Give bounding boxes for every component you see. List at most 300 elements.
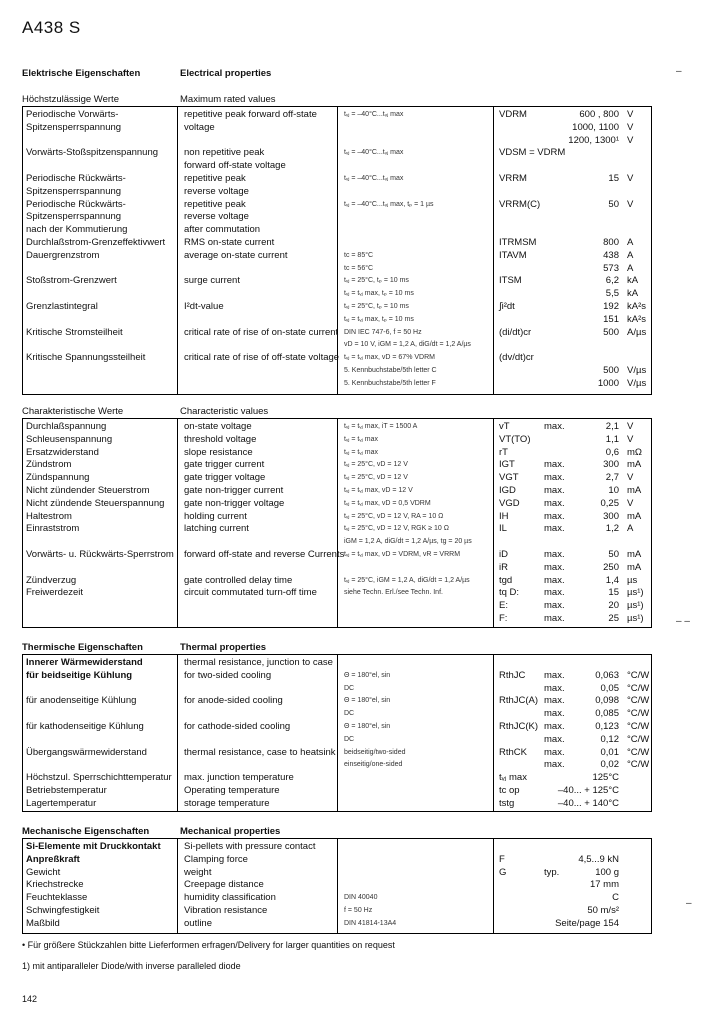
cell-label-en: forward off-state and reverse Currents <box>184 549 345 560</box>
cell-limit-type: max. <box>544 669 565 681</box>
characteristic-table <box>22 418 652 628</box>
cell-label-de: Zündstrom <box>26 459 72 471</box>
cell-condition: DC <box>344 684 355 692</box>
cell-limit-type: max. <box>544 721 565 732</box>
cell-value: 6,2 <box>605 275 619 287</box>
cell-value: 250 <box>603 561 619 573</box>
cell-value: 15 <box>608 587 619 599</box>
cell-label-de: Periodische Vorwärts- <box>26 109 119 120</box>
cell-limit-type: max. <box>544 510 565 522</box>
cell-symbol: tstg <box>499 797 515 809</box>
cell-label-de: für kathodenseitige Kühlung <box>26 721 144 732</box>
cell-limit-type: max. <box>544 733 565 745</box>
cell-value: 50 <box>608 198 619 210</box>
heading-de: Mechanische Eigenschaften <box>22 826 150 837</box>
table-row <box>23 378 651 390</box>
cell-symbol: ∫i²dt <box>499 301 515 312</box>
cell-unit: A <box>627 249 634 261</box>
cell-limit-type: max. <box>544 587 565 599</box>
cell-label-en: latching current <box>184 523 249 535</box>
cell-unit: kA <box>627 275 639 287</box>
cell-limit-type: max. <box>544 561 565 573</box>
table-row <box>23 109 651 121</box>
cell-value: 0,01 <box>600 746 619 758</box>
thermal-table <box>22 654 652 812</box>
cell-condition: tᵥⱼ = tᵥⱼ max, vD = 0,5 VDRM <box>344 499 431 507</box>
table-row <box>23 288 651 300</box>
cell-label-de: Periodische Rückwärts- <box>26 173 126 184</box>
table-row <box>23 600 651 612</box>
cell-value: –40... + 125°C <box>557 785 619 796</box>
heading-en: Mechanical properties <box>180 826 281 837</box>
cell-symbol: tgd <box>499 574 513 586</box>
table-row <box>23 879 651 891</box>
cell-label-en: outline <box>184 917 212 929</box>
cell-unit: µs <box>627 574 638 586</box>
cell-symbol: ITSM <box>499 275 522 287</box>
cell-unit: V <box>627 173 634 184</box>
cell-unit: V <box>627 497 634 509</box>
cell-condition: DIN 41814-13A4 <box>344 919 397 927</box>
cell-limit-type: max. <box>544 421 565 432</box>
cell-limit-type: max. <box>544 574 565 586</box>
cell-label-de: Spitzensperrspannung <box>26 121 122 133</box>
cell-symbol: tc op <box>499 785 520 796</box>
table-row <box>23 186 651 198</box>
table-row <box>23 670 651 682</box>
cell-condition: beidseitig/two-sided <box>344 748 406 756</box>
table-row <box>23 854 651 866</box>
cell-label-de: Nicht zündender Steuerstrom <box>26 485 150 496</box>
cell-unit: µs¹) <box>627 613 644 624</box>
cell-label-de: Dauergrenzstrom <box>26 249 100 261</box>
cell-value: 1200, 1300¹ <box>568 134 619 146</box>
cell-label-de: Höchstzul. Sperrschichttemperatur <box>26 772 172 784</box>
subheading-de: Höchstzulässige Werte <box>22 94 119 105</box>
table-row <box>23 173 651 185</box>
cell-unit: °C/W <box>627 733 650 745</box>
cell-condition: tᵥⱼ = tᵥⱼ max, iT = 1500 A <box>344 423 418 430</box>
cell-label-en: humidity classification <box>184 892 276 904</box>
cell-value: Seite/page 154 <box>555 917 619 929</box>
table-row <box>23 867 651 879</box>
cell-label-en: Operating temperature <box>184 785 280 796</box>
cell-condition: f = 50 Hz <box>344 907 373 914</box>
cell-limit-type: max. <box>544 549 565 560</box>
cell-value: 15 <box>608 173 619 184</box>
cell-value: 25 <box>608 613 619 624</box>
cell-label-en: for anode-sided cooling <box>184 695 283 707</box>
cell-condition: Θ = 180°el, sin <box>344 723 391 730</box>
cell-label-de: Schleusenspannung <box>26 433 113 445</box>
cell-unit: °C/W <box>627 759 650 771</box>
cell-unit: °C/W <box>627 669 650 681</box>
table-row <box>23 841 651 853</box>
cell-label-en: gate non-trigger voltage <box>184 497 285 509</box>
cell-label-de: Anpreßkraft <box>26 853 80 865</box>
cell-unit: °C/W <box>627 695 650 707</box>
cell-unit: A <box>627 523 634 535</box>
cell-label-en: circuit commutated turn-off time <box>184 587 317 599</box>
table-row <box>23 785 651 797</box>
cell-condition: tᵥⱼ = –40°C...tᵥⱼ max <box>344 175 404 182</box>
cell-value: 0,02 <box>600 759 619 771</box>
cell-label-en: threshold voltage <box>184 433 257 445</box>
cell-value: C <box>612 892 619 904</box>
cell-value: 4,5...9 kN <box>578 853 619 865</box>
cell-label-de: Kritische Spannungssteilheit <box>26 352 146 364</box>
table-row <box>23 199 651 211</box>
cell-label-de: Betriebstemperatur <box>26 785 107 796</box>
margin-dash: – <box>676 66 682 77</box>
cell-label-en: I²dt-value <box>184 301 224 312</box>
cell-label-de: Freiwerdezeit <box>26 587 84 599</box>
table-row <box>23 892 651 904</box>
cell-label-de: Si-Elemente mit Druckkontakt <box>26 841 161 852</box>
cell-condition: DC <box>344 710 355 718</box>
cell-label-en: repetitive peak <box>184 173 246 184</box>
table-row <box>23 263 651 275</box>
cell-value: 151 <box>603 313 619 325</box>
cell-label-en: for cathode-sided cooling <box>184 721 291 732</box>
cell-value: 0,085 <box>595 708 619 720</box>
heading-en: Thermal properties <box>180 642 267 653</box>
cell-unit: A <box>627 262 634 274</box>
cell-label-de: Spitzensperrspannung <box>26 211 122 223</box>
cell-condition: tᵥⱼ = tᵥⱼ max, tₚ = 10 ms <box>344 315 414 323</box>
cell-value: 500 <box>603 326 619 338</box>
table-row <box>23 498 651 510</box>
cell-label-en: average on-state current <box>184 249 288 261</box>
cell-condition: 5. Kennbuchstabe/5th letter C <box>344 367 437 374</box>
cell-label-en: gate controlled delay time <box>184 574 293 586</box>
cell-label-de: Gewicht <box>26 866 61 878</box>
cell-condition: siehe Techn. Erl./see Techn. Inf. <box>344 589 443 597</box>
table-row <box>23 695 651 707</box>
cell-symbol: IH <box>499 510 509 522</box>
cell-unit: kA²s <box>627 313 646 325</box>
cell-unit: mA <box>627 510 642 522</box>
cell-symbol: VGD <box>499 497 520 509</box>
cell-value: 0,063 <box>595 669 619 681</box>
subheading-en: Maximum rated values <box>180 94 276 105</box>
cell-symbol: E: <box>499 600 508 612</box>
cell-label-en: storage temperature <box>184 797 270 809</box>
cell-label-en: weight <box>184 866 212 878</box>
table-row <box>23 747 651 759</box>
cell-label-de: für anodenseitige Kühlung <box>26 695 137 707</box>
cell-label-de: Spitzensperrspannung <box>26 185 122 197</box>
cell-limit-type: max. <box>544 459 565 471</box>
cell-condition: tᵥⱼ = 25°C, iGM = 1,2 A, diG/dt = 1,2 A/µs <box>344 576 470 584</box>
cell-label-de: Feuchteklasse <box>26 892 88 904</box>
cell-unit: mA <box>627 549 642 560</box>
cell-label-en: forward off-state voltage <box>184 160 286 172</box>
cell-label-en: reverse voltage <box>184 211 249 223</box>
cell-value: 300 <box>603 459 619 471</box>
cell-label-en: for two-sided cooling <box>184 669 272 681</box>
table-row <box>23 447 651 459</box>
cell-symbol: RthCK <box>499 746 527 758</box>
cell-unit: V <box>627 433 634 445</box>
cell-label-de: Durchlaßspannung <box>26 421 107 432</box>
cell-label-en: holding current <box>184 510 247 522</box>
cell-unit: °C/W <box>627 708 650 720</box>
cell-label-en: after commutation <box>184 224 261 236</box>
cell-unit: mΩ <box>627 446 643 458</box>
subheading-en: Characteristic values <box>180 406 269 417</box>
cell-label-en: Creepage distance <box>184 879 264 891</box>
cell-label-de: Kritische Stromsteilheit <box>26 326 123 338</box>
table-row <box>23 523 651 535</box>
cell-value: 1000, 1100 <box>572 121 619 133</box>
cell-label-de: Maßbild <box>26 917 60 929</box>
table-row <box>23 613 651 625</box>
cell-value: 17 mm <box>589 879 619 891</box>
cell-unit: kA <box>627 288 639 300</box>
cell-condition: tᵥⱼ = 25°C, vD = 12 V <box>344 461 408 469</box>
table-row <box>23 365 651 377</box>
cell-value: 1,4 <box>605 574 619 586</box>
cell-symbol: tᵥⱼ max <box>499 772 527 784</box>
table-row <box>23 275 651 287</box>
cell-value: 50 <box>608 549 619 560</box>
cell-unit: mA <box>627 485 642 496</box>
cell-symbol: tq D: <box>499 587 520 599</box>
cell-unit: V/µs <box>627 365 647 376</box>
cell-condition: tᵥⱼ = tᵥⱼ max, tₚ = 10 ms <box>344 290 414 298</box>
table-row <box>23 708 651 720</box>
table-row <box>23 339 651 351</box>
cell-condition: DIN IEC 747-6, f = 50 Hz <box>344 328 422 336</box>
cell-symbol: VRRM <box>499 173 527 184</box>
cell-label-en: repetitive peak <box>184 198 246 210</box>
cell-condition: Θ = 180°el, sin <box>344 671 391 679</box>
cell-limit-type: max. <box>544 497 565 509</box>
cell-condition: tᵥⱼ = –40°C...tᵥⱼ max, tₚ = 1 µs <box>344 200 434 208</box>
cell-label-de: Vorwärts- u. Rückwärts-Sperrstrom <box>26 549 174 560</box>
cell-value: 300 <box>603 510 619 522</box>
cell-value: 600 , 800 <box>579 109 619 120</box>
cell-value: 0,6 <box>605 446 619 458</box>
table-row <box>23 301 651 313</box>
table-row <box>23 352 651 364</box>
cell-value: 192 <box>603 301 619 312</box>
cell-limit-type: typ. <box>544 866 560 878</box>
cell-label-en: Clamping force <box>184 853 248 865</box>
table-row <box>23 905 651 917</box>
cell-value: 1,2 <box>605 523 619 535</box>
cell-condition: DIN 40040 <box>344 894 378 902</box>
cell-condition: tᵥⱼ = tᵥⱼ max <box>344 448 378 456</box>
cell-label-en: reverse voltage <box>184 185 249 197</box>
cell-unit: V <box>627 421 634 432</box>
heading-de: Thermische Eigenschaften <box>22 642 143 653</box>
cell-symbol: G <box>499 866 507 878</box>
cell-limit-type: max. <box>544 759 565 771</box>
table-row <box>23 683 651 695</box>
cell-condition: 5. Kennbuchstabe/5th letter F <box>344 379 436 387</box>
table-row <box>23 327 651 339</box>
cell-label-de: Übergangswärmewiderstand <box>26 746 147 758</box>
cell-symbol: iD <box>499 549 508 560</box>
cell-unit: kA²s <box>627 301 646 312</box>
cell-label-en: voltage <box>184 121 215 133</box>
table-row <box>23 562 651 574</box>
cell-condition: tᵥⱼ = 25°C, vD = 12 V <box>344 474 408 482</box>
cell-limit-type: max. <box>544 485 565 496</box>
mechanical-table <box>22 838 652 934</box>
cell-label-de: Haltestrom <box>26 510 72 522</box>
cell-unit: V <box>627 472 634 484</box>
table-row <box>23 575 651 587</box>
cell-condition: tᵥⱼ = 25°C, vD = 12 V, RGK ≥ 10 Ω <box>344 525 449 533</box>
page-title: A438 S <box>22 18 81 37</box>
cell-value: 2,1 <box>605 421 619 432</box>
cell-label-de: Vorwärts-Stoßspitzenspannung <box>26 147 159 159</box>
cell-label-en: max. junction temperature <box>184 772 294 784</box>
cell-symbol: F: <box>499 613 508 624</box>
cell-symbol: IL <box>499 523 507 535</box>
cell-condition: tc = 56°C <box>344 264 374 272</box>
cell-symbol: VGT <box>499 472 519 484</box>
cell-label-en: surge current <box>184 275 240 287</box>
cell-condition: tᵥⱼ = –40°C...tᵥⱼ max <box>344 149 404 157</box>
heading-en: Electrical properties <box>180 68 272 79</box>
cell-condition: DC <box>344 735 355 743</box>
cell-value: 5,5 <box>605 288 619 300</box>
table-row <box>23 759 651 771</box>
table-row <box>23 237 651 249</box>
cell-value: 438 <box>603 249 619 261</box>
cell-unit: °C/W <box>627 682 650 694</box>
cell-label-de: Ersatzwiderstand <box>26 446 99 458</box>
footnote-diode: 1) mit antiparalleler Diode/with inverse paralleled diode <box>22 961 241 971</box>
cell-label-en: thermal resistance, case to heatsink <box>184 746 336 758</box>
cell-value: 800 <box>603 237 619 248</box>
cell-condition: einseitig/one-sided <box>344 761 403 769</box>
cell-limit-type: max. <box>544 600 565 612</box>
cell-label-en: thermal resistance, junction to case <box>184 657 333 668</box>
cell-label-de: Einraststrom <box>26 523 80 535</box>
cell-condition: iGM = 1,2 A, diG/dt = 1,2 A/µs, tg = 20 µs <box>344 538 472 546</box>
cell-unit: mA <box>627 561 642 573</box>
table-row <box>23 536 651 548</box>
cell-label-de: Nicht zündende Steuerspannung <box>26 497 165 509</box>
cell-limit-type: max. <box>544 523 565 535</box>
cell-value: 10 <box>608 485 619 496</box>
cell-label-de: Kriechstrecke <box>26 879 84 891</box>
cell-label-en: critical rate of rise of on-state current <box>184 326 339 338</box>
cell-symbol: VDSM = VDRM <box>499 147 566 159</box>
cell-value: 2,7 <box>605 472 619 484</box>
cell-label-en: Vibration resistance <box>184 905 268 916</box>
cell-unit: A <box>627 237 634 248</box>
cell-symbol: RthJC(A) <box>499 695 539 707</box>
table-row <box>23 472 651 484</box>
cell-value: 125°C <box>592 772 619 784</box>
cell-symbol: vT <box>499 421 510 432</box>
cell-symbol: VDRM <box>499 109 527 120</box>
table-row <box>23 772 651 784</box>
cell-symbol: iR <box>499 561 508 573</box>
cell-value: 0,123 <box>595 721 619 732</box>
cell-value: 50 m/s² <box>587 905 619 916</box>
cell-condition: tᵥⱼ = tᵥⱼ max, vD = VDRM, vR = VRRM <box>344 551 461 558</box>
cell-label-de: nach der Kommutierung <box>26 224 128 236</box>
cell-label-de: Schwingfestigkeit <box>26 905 100 916</box>
cell-condition: tᵥⱼ = 25°C, vD = 12 V, RA = 10 Ω <box>344 512 444 520</box>
table-row <box>23 224 651 236</box>
cell-symbol: rT <box>499 446 508 458</box>
cell-condition: tᵥⱼ = –40°C...tᵥⱼ max <box>344 111 404 118</box>
table-row <box>23 122 651 134</box>
table-row <box>23 734 651 746</box>
cell-condition: Θ = 180°el, sin <box>344 697 391 705</box>
cell-value: 0,25 <box>600 497 619 509</box>
table-row <box>23 485 651 497</box>
table-row <box>23 314 651 326</box>
cell-label-de: Zündspannung <box>26 472 90 484</box>
table-row <box>23 657 651 669</box>
cell-unit: µs¹) <box>627 587 644 599</box>
heading-de: Elektrische Eigenschaften <box>22 68 141 79</box>
cell-value: 0,098 <box>595 695 619 707</box>
cell-unit: V <box>627 121 634 133</box>
cell-label-de: Durchlaßstrom-Grenzeffektivwert <box>26 237 166 248</box>
cell-value: 20 <box>608 600 619 612</box>
cell-label-en: critical rate of rise of off-state voltage <box>184 352 340 364</box>
table-row <box>23 549 651 561</box>
cell-symbol: RthJC(K) <box>499 721 539 732</box>
cell-label-de: Lagertemperatur <box>26 797 97 809</box>
cell-limit-type: max. <box>544 613 565 624</box>
cell-unit: µs¹) <box>627 600 644 612</box>
cell-condition: tᵥⱼ = 25°C, tₚ = 10 ms <box>344 277 409 285</box>
cell-condition: tᵥⱼ = tᵥⱼ max, vD = 67% VDRM <box>344 354 435 362</box>
cell-value: –40... + 140°C <box>557 797 619 809</box>
cell-limit-type: max. <box>544 682 565 694</box>
cell-condition: vD = 10 V, iGM = 1,2 A, diG/dt = 1,2 A/µs <box>344 341 471 349</box>
cell-symbol: VRRM(C) <box>499 198 541 210</box>
cell-condition: tᵥⱼ = 25°C, tₚ = 10 ms <box>344 303 409 310</box>
cell-condition: tᵥⱼ = tᵥⱼ max, vD = 12 V <box>344 487 413 494</box>
cell-limit-type: max. <box>544 695 565 707</box>
cell-label-en: gate trigger current <box>184 459 265 471</box>
cell-limit-type: max. <box>544 708 565 720</box>
cell-label-de: Zündverzug <box>26 574 77 586</box>
table-row <box>23 147 651 159</box>
cell-label-de: Grenzlastintegral <box>26 301 98 312</box>
cell-value: 573 <box>603 262 619 274</box>
cell-label-en: gate non-trigger current <box>184 485 284 496</box>
table-row <box>23 160 651 172</box>
table-row <box>23 434 651 446</box>
cell-label-en: RMS on-state current <box>184 237 275 248</box>
cell-label-en: gate trigger voltage <box>184 472 266 484</box>
max-rated-table <box>22 106 652 395</box>
cell-unit: °C/W <box>627 746 650 758</box>
cell-value: 0,05 <box>600 682 619 694</box>
page-number: 142 <box>22 994 38 1004</box>
table-row <box>23 798 651 810</box>
table-row <box>23 721 651 733</box>
cell-symbol: RthJC <box>499 669 526 681</box>
cell-value: 100 g <box>595 866 619 878</box>
table-row <box>23 918 651 930</box>
cell-limit-type: max. <box>544 746 565 758</box>
cell-label-de: Periodische Rückwärts- <box>26 198 126 210</box>
